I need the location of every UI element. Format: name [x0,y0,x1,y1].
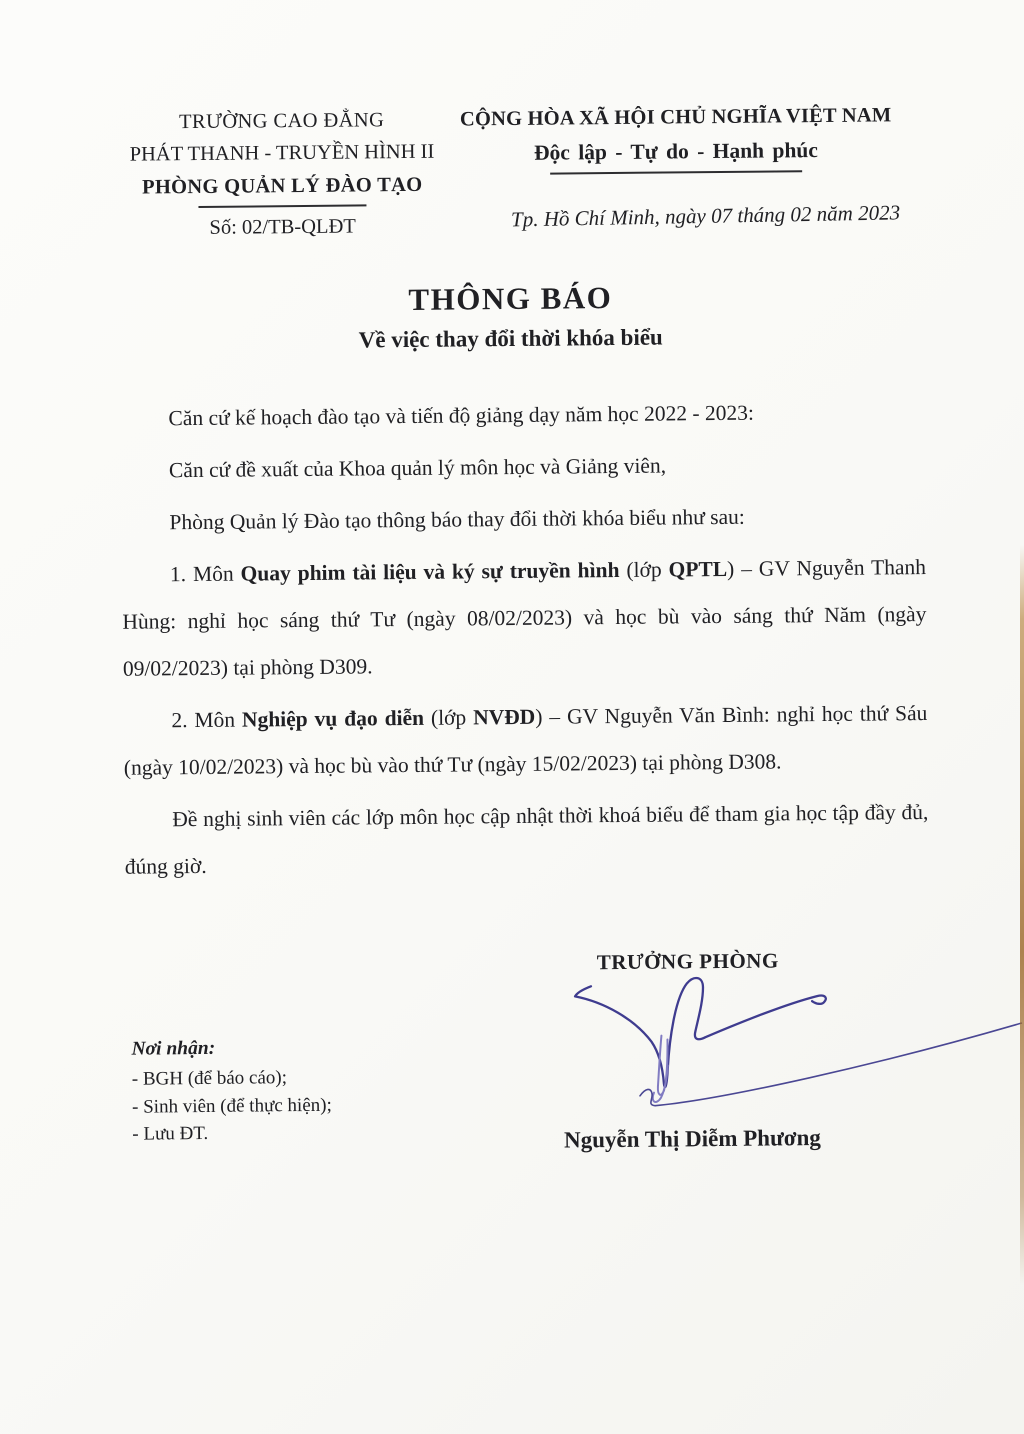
footer-area [126,941,933,1229]
national-title: CỘNG HÒA XÃ HỘI CHỦ NGHĨA VIỆT NAM [459,104,892,131]
title-block [107,277,914,356]
national-motto-block [434,104,919,232]
department-underline [198,204,366,208]
item1-details: ) – GV Nguyễn Thanh Hùng: nghỉ học sáng thứ Tư (ngày 08/02/2023) và học bù vào sáng thứ Năm (ngày 09/02/2023) tại phòng D309. [122,555,927,681]
recipients-label: Nơi nhận: [131,1037,216,1060]
document-number: Số: 02/TB-QLĐT [209,215,356,239]
signer-name: Nguyễn Thị Diễm Phương [563,1125,821,1153]
item2-mid: (lớp [423,705,474,730]
org-name-line1: TRƯỜNG CAO ĐẲNG [178,109,385,134]
recipient-item: - BGH (để báo cáo); [131,1067,288,1090]
item2-class-code: NVĐD [473,704,536,730]
item1-class-code: QPTL [668,556,728,582]
item2-prefix: 2. Môn [171,707,243,733]
national-motto: Độc lập - Tự do - Hạnh phúc [533,138,818,165]
item2-details: ) – GV Nguyễn Văn Bình: nghỉ học thứ Sáu (ngày 10/02/2023) và học bù vào thứ Tư (ngày 15/02/2023) tại phòng D308. [123,701,928,780]
signer-role: TRƯỞNG PHÒNG [596,948,779,975]
recipient-item: - Lưu ĐT. [132,1122,209,1145]
org-name-line2: PHÁT THANH - TRUYỀN HÌNH II [129,140,435,166]
handwritten-signature-ink [559,970,1024,1115]
document-subtitle: Về việc thay đổi thời khóa biểu [358,324,663,353]
recipient-item: - Sinh viên (để thực hiện); [131,1094,332,1118]
paragraph-announcement: Phòng Quản lý Đào tạo thông báo thay đổi thời khóa biểu như sau: [169,504,745,535]
document-title: THÔNG BÁO [408,280,613,317]
item2-course-name: Nghiệp vụ đạo diễn [241,705,425,732]
issuing-org-block [108,109,457,241]
paragraph-basis-2: Căn cứ đề xuất của Khoa quản lý môn học và Giảng viên, [168,453,667,483]
org-department: PHÒNG QUẢN LÝ ĐÀO TẠO [141,173,423,199]
schedule-change-item-1 [122,544,927,693]
paragraph-basis-1: Căn cứ kế hoạch đào tạo và tiến độ giảng dạy năm học 2022 - 2023: [168,400,755,431]
item1-prefix: 1. Môn [169,561,241,587]
paragraph-closing: Đề nghị sinh viên các lớp môn học cập nhật thời khoá biểu để tham gia học tập đầy đủ, đúng giờ. [124,800,929,879]
recipients-block [131,1037,332,1148]
document-body [120,388,929,896]
schedule-change-item-2 [123,690,928,792]
item1-course-name: Quay phim tài liệu và ký sự truyền hình [240,557,620,586]
document-header [0,103,1020,239]
place-date-line: Tp. Hồ Chí Minh, ngày 07 tháng 02 năm 2023 [510,200,901,232]
item1-mid: (lớp [619,557,669,582]
motto-underline [550,170,802,174]
photo-edge-artifact [1020,545,1024,1285]
